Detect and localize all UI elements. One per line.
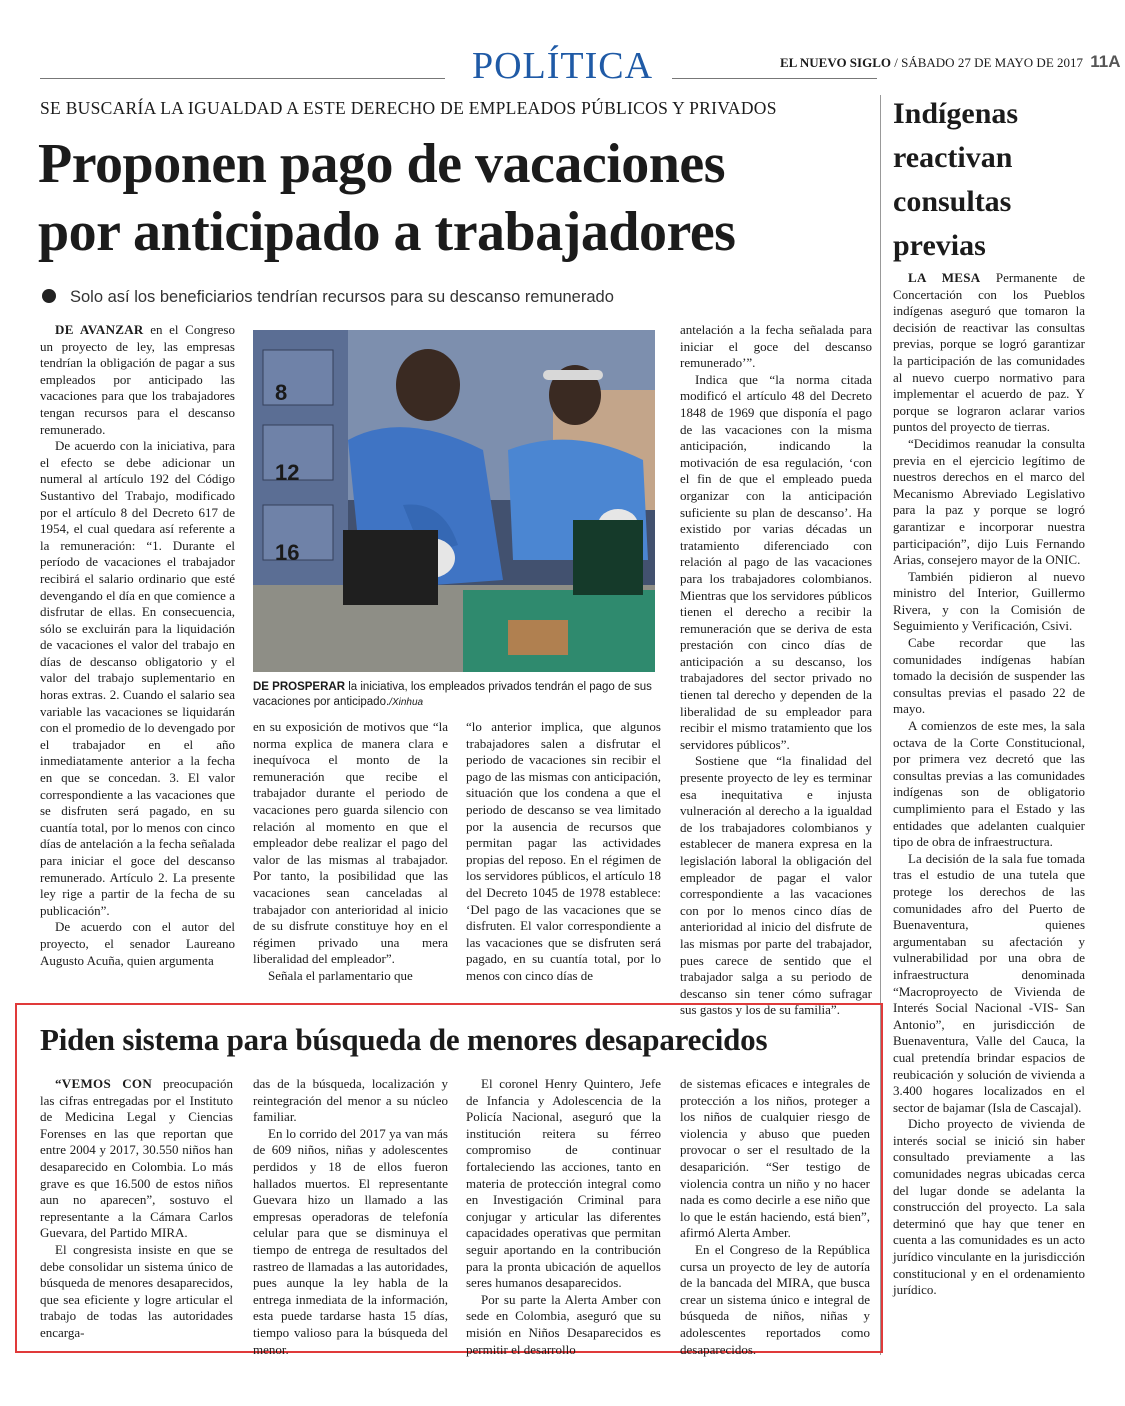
- headline-line-2: por anticipado a trabajadores: [38, 201, 736, 263]
- box-column-1: [40, 1076, 233, 1342]
- lead-in: DE AVANZAR: [55, 322, 144, 337]
- paragraph: LA MESA Permanente de Concertación con los Pueblos indígenas aseguró que tomaron la decisión de reactivar las consultas previas, porque se logró garantizar la participación de las comunidades al nuevo cuerpo normativo para implementar el acuerdo de paz. Y porque se lograron aclarar varios puntos del proyecto de tierras.: [893, 270, 1085, 435]
- paragraph: DE AVANZAR en el Congreso un proyecto de ley, las empresas tendrían la obligación de pagar a sus empleados por anticipado las vacaciones para que los trabajadores tengan recursos para el descanso remunerado.: [40, 322, 235, 437]
- issue-date: / SÁBADO 27 DE MAYO DE 2017: [894, 55, 1084, 70]
- locker-number-16: 16: [275, 540, 300, 565]
- locker-number-12: 12: [275, 460, 300, 485]
- headline-line-1: Proponen pago de vacaciones: [38, 133, 726, 195]
- lead-in: “VEMOS CON: [55, 1076, 153, 1091]
- side-headline: [893, 92, 1093, 268]
- paragraph: das de la búsqueda, localización y reintegración del menor a su núcleo familiar.: [253, 1076, 448, 1125]
- side-headline-line: Indígenas: [893, 97, 1019, 130]
- paragraph: De acuerdo con el autor del proyecto, el senador Laureano Augusto Acuña, quien argumenta: [40, 919, 235, 968]
- side-headline-line: reactivan: [893, 141, 1013, 174]
- paragraph: Señala el parlamentario que: [268, 967, 413, 983]
- caption-text: la iniciativa, los empleados privados tendrán el pago de sus vacaciones por anticipado.: [253, 681, 652, 708]
- photo-credit: /Xinhua: [389, 697, 424, 708]
- paragraph: También pidieron al nuevo ministro del Interior, Guillermo Rivera, y con la Comisión de Seguimiento y Verificación, Csivi.: [893, 568, 1085, 634]
- paragraph: La decisión de la sala fue tomada tras el estudio de una tutela que protege los derechos de las comunidades afro del Puerto de Buenaventura, quienes argumentaban su afectación y vulnerabilidad por una obra de infraestructura denominada “Macroproyecto de Vivienda de Interés Social Nacional -VIS- San Antonio”, en jurisdicción de Buenaventura, Valle del Cauca, la cual pretendía brindar espacios de reubicación y solución de vivienda a 3.400 hogares localizados en el sector de bajamar (Isla de Cascajal).: [893, 850, 1085, 1115]
- paragraph: en su exposición de motivos que “la norma explica de manera clara e inequívoca el monto de la remuneración que recibe el trabajador durante el periodo de vacaciones pero guarda silencio con relación al momento en que el empleador debe realizar el pago del valor de las mismas al trabajador. Por tanto, la posibilidad que las vacaciones sean canceladas al trabajador con anterioridad al inicio de su disfrute constituye hoy en el régimen privado una mera liberalidad del empleador”.: [253, 719, 448, 967]
- bullet-icon: [42, 289, 56, 303]
- lead-in: LA MESA: [908, 270, 981, 285]
- paragraph: En lo corrido del 2017 ya van más de 609 niños, niñas y adolescentes perdidos y 18 de ellos fueron hallados muertos. El representante Guevara hizo un llamado a las empresas operadoras de telefonía celular para que se disminuya el tiempo de entrega de resultados del rastreo de llamadas a las autoridades, pues aunque la ley habla de la entrega inmediata de la información, esta puede tardarse hasta 15 días, tiempo valioso para la búsqueda del menor.: [253, 1125, 448, 1357]
- paragraph: Sostiene que “la finalidad del presente proyecto de ley es terminar esa inequitativa e injusta vulneración al derecho a la igualdad de los trabajadores colombianos y establecer de manera expresa en la legislación laboral la obligación del empleador de pagar el valor correspondiente a las vacaciones con por lo menos cinco días de anterioridad al inicio del disfrute de las mismas por parte del trabajador, pues carece de sentido que el trabajador salga a su periodo de descanso sin tener cómo sufragar sus gastos y los de su familia”.: [680, 753, 872, 1018]
- caption-lead: DE PROSPERAR: [253, 681, 346, 693]
- paragraph: “lo anterior implica, que algunos trabajadores salen a disfrutar el periodo de vacaciones sin recibir el pago de las mismas con anticipación, situación que los condena a que el periodo de descanso se vea limitado por la ausencia de recursos que permitan pagar las actividades propias del reposo. En el régimen de los servidores públicos, el artículo 18 del Decreto 1045 de 1978 establece: ‘Del pago de las vacaciones que se disfruten. El valor correspondiente a las vacaciones que se disfruten será pagado, en su cuantía total, por lo menos con cinco días de: [466, 719, 661, 983]
- paragraph: “Decidimos reanudar la consulta previa en el ejercicio legítimo de nuestros derechos en el marco del Mecanismo Abreviado Legislativo para la paz y porque se logró garantizar e incorporar nuestra participación”, dijo Luis Fernando Arias, consejero mayor de la ONIC.: [893, 435, 1085, 568]
- kicker: SE BUSCARÍA LA IGUALDAD A ESTE DERECHO DE EMPLEADOS PÚBLICOS Y PRIVADOS: [40, 98, 777, 118]
- section-rule-left: [40, 78, 445, 79]
- paragraph: De acuerdo con la iniciativa, para el efecto se debe adicionar un numeral al artículo 192 del Código Sustantivo del Trabajo, modificado por el artículo 8 del Decreto 617 de 1954, el cual quedara así referente a la remuneración: “1. Durante el período de vacaciones el trabajador recibirá el salario ordinario que esté devengando el día en que comience a disfrutar de ellas. En consecuencia, sólo se excluirán para la liquidación de vacaciones el valor del trabajo en días de descanso obligatorio y el valor del trabajo suplementario en horas extras. 2. Cuando el salario sea variable las vacaciones se liquidarán con el promedio de lo devengado por el trabajador en el año inmediatamente anterior a la fecha en que se concedan. 3. El valor correspondiente a las vacaciones que se disfruten será pagado, en su cuantía total, por lo menos con cinco días de antelación a la fecha señalada para iniciar el goce del descanso remunerado. Artículo 2. La presente ley rige a partir de la fecha de su publicación”.: [40, 438, 235, 918]
- paragraph: El congresista insiste en que se debe consolidar un sistema único de búsqueda de menores desaparecidos, que sea eficiente y logre articular el trabajo de todas las autoridades encarga-: [40, 1241, 233, 1340]
- subheadline: [42, 288, 872, 307]
- main-column-3: [466, 719, 661, 985]
- side-column: [893, 270, 1085, 1299]
- side-headline-line: previas: [893, 229, 986, 262]
- box-column-2: [253, 1076, 448, 1358]
- paragraph: de sistemas eficaces e integrales de protección a los niños, proteger a los niños de cualquier riesgo de violencia y abuso que pueden provocar o ser el resultado de la desaparición. “Ser testigo de violencia contra un niño y no hacer nada es como decirle a ese niño que lo que le están haciendo, está bien”, afirmó Alerta Amber.: [680, 1076, 870, 1241]
- main-column-1: [40, 322, 235, 969]
- box-column-3: [466, 1076, 661, 1358]
- paragraph: El coronel Henry Quintero, Jefe de Infancia y Adolescencia de la Policía Nacional, aseguró que la institución reitera su férreo compromiso de continuar fortaleciendo las acciones, tanto en materia de protección integral como en Investigación Criminal para conjugar y articular las diferentes capacidades operativas que permitan seguir aportando en la contribución para la pronta ubicación de aquellos seres humanos desaparecidos.: [466, 1076, 661, 1291]
- side-headline-line: consultas: [893, 185, 1012, 218]
- paragraph: Cabe recordar que las comunidades indígenas habían tomado la decisión de suspender las consultas previas el pasado 22 de mayo.: [893, 635, 1085, 717]
- section-title: POLÍTICA: [471, 45, 654, 87]
- paragraph: Por su parte la Alerta Amber con sede en Colombia, aseguró que su misión en Niños Desaparecidos es permitir el desarrollo: [466, 1291, 661, 1357]
- workshop-photo-illustration: [253, 330, 655, 672]
- box-column-4: [680, 1076, 870, 1358]
- paper-name: EL NUEVO SIGLO: [780, 55, 891, 70]
- main-column-4: [680, 322, 872, 1019]
- paragraph: En el Congreso de la República cursa un proyecto de ley de autoría de la bancada del MIRA, que busca crear un sistema único e integral de búsqueda de niños, niñas y adolescentes reportados como desaparecidos.: [680, 1241, 870, 1357]
- masthead: [780, 52, 1121, 72]
- main-column-2: [253, 719, 448, 985]
- boxed-story-headline: Piden sistema para búsqueda de menores desaparecidos: [40, 1022, 768, 1057]
- section-rule-right: [672, 78, 877, 79]
- main-headline: [38, 130, 878, 266]
- paragraph: Dicho proyecto de vivienda de interés social se inició sin haber consultado previamente a las comunidades negras ubicadas cerca del lugar donde se adelanta la construcción del proyecto. La sala determinó que hay que tener en cuenta a las comunidades es un acto jurídico vinculante en la jurisdicción constitucional y en el ordenamiento jurídico.: [893, 1116, 1085, 1298]
- page-number: 11A: [1090, 52, 1121, 71]
- paragraph: Indica que “la norma citada modificó el artículo 48 del Decreto 1848 de 1969 que disponía el pago de las vacaciones con la misma anticipación, indicando la motivación de esa regulación, ‘con el fin de que el empleado pueda organizar con la anticipación suficiente su plan de descanso’. Ha existido por varias décadas un tratamiento diferenciado con relación al pago de las vacaciones para los trabajadores colombianos. Mientras que los servidores públicos tienen el derecho a recibir la remuneración que se deriva de esta prestación con cinco días de anticipación a su descanso, los trabajadores del sector privado no tienen tal derecho y dependen de la liberalidad de su empleador para recibir el mismo tratamiento que los servidores públicos”.: [680, 371, 872, 752]
- paragraph: “VEMOS CON preocupación las cifras entregadas por el Instituto de Medicina Legal y Ciencias Forenses en las que reportan que entre 2004 y 2017, 30.550 niños han desaparecido en Colombia. Lo más grave es que 16.500 de estos niños aun no aparecen”, sostuvo el representante a la Cámara Carlos Guevara, del Partido MIRA.: [40, 1076, 233, 1241]
- locker-number-8: 8: [275, 380, 288, 405]
- photo-caption: [253, 680, 658, 710]
- dek-text: Solo así los beneficiarios tendrían recursos para su descanso remunerado: [70, 288, 614, 306]
- photo-workshop: [253, 330, 655, 672]
- paragraph: A comienzos de este mes, la sala octava de la Corte Constitucional, por primera vez decretó que las consultas previas a las comunidades indígenas son de obligatorio cumplimiento para el Estado y las entidades que adelanten cualquier tipo de obra de infraestructura.: [893, 718, 1085, 850]
- paragraph: antelación a la fecha señalada para iniciar el goce del descanso remunerado’”.: [680, 322, 872, 371]
